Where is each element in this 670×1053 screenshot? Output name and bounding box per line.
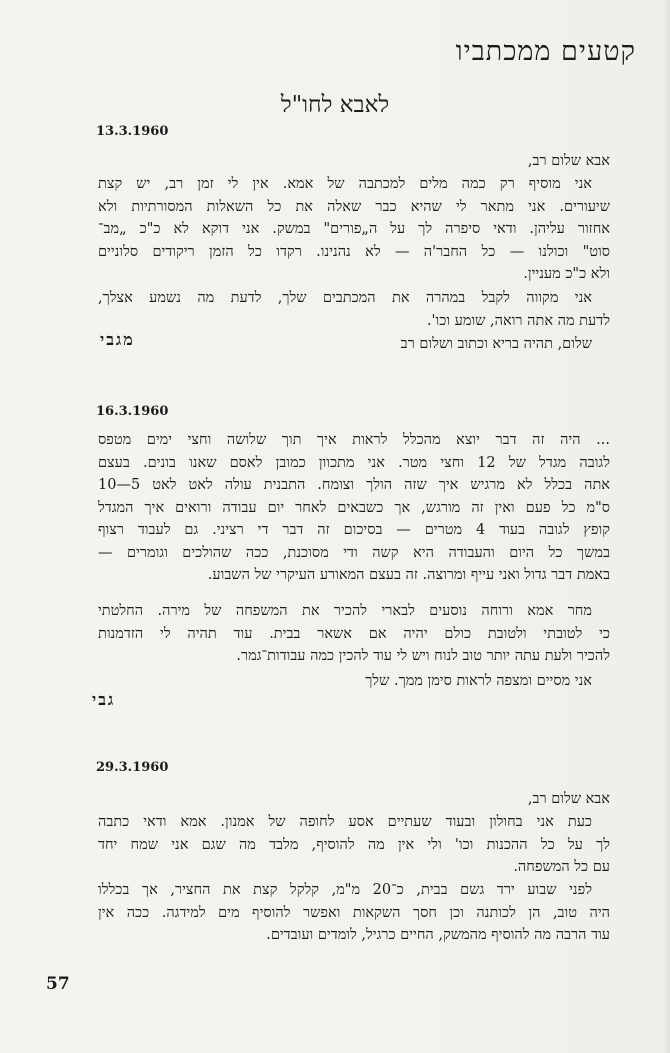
letter-date: 13.3.1960 [96,124,169,139]
text-line: להכיר ולעת עתה יותר טוב לנוח ויש לי עוד להכין כמה עבודות־גמר. [236,648,610,664]
text-line: אני מקווה לקבל במהרה את המכתבים שלך, לדעת מה נשמע אצלך, [98,290,592,306]
text-line: אני מוסיף רק כמה מלים למכתבה של אמא. אין לי זמן רב, יש קצת [98,176,592,192]
text-line: לגובה מגדל של 12 וחצי מטר. אני מתכוון כמובן לאסם שאנו בונים. בעצם [98,454,610,471]
text-line: ס"מ כל פעם ואין זה מורגש, אך כשבאים לאחר יום עבודה ורואים איך המגדל [98,499,610,516]
text-line: היה טוב, הן לכותנה וכן חסך השקאות ואפשר להוסיף מים למידגה. ככה אין [98,904,610,921]
letter-date: 29.3.1960 [96,760,169,775]
chapter-title: קטעים ממכתביו [455,36,636,67]
closing-line: שלום, תהיה בריא וכתוב ושלום רב [400,336,592,352]
letter-paragraph [98,600,610,668]
letter-paragraph [98,287,610,332]
text-line: כעת אני בחולון ובעוד שעתיים אסע לחופה של אמנון. אמא ודאי כתבה [98,814,592,830]
closing-line: אני מסיים ומצפה לראות סימן ממך. שלך [365,673,592,689]
text-line: קופץ לגובה בעוד 4 מטרים — בסיכום זה דבר די רציני. גם לעבוד רצוף [98,522,610,538]
text-line: עם כל המשפחה. [513,859,610,875]
text-line: ... היה זה דבר יוצא מהכלל לראות איך תוך שלושה וחצי ימים מטפס [98,432,610,448]
page-fold-shadow [662,0,670,1053]
letter-closing [98,670,610,693]
letter-paragraph [98,173,610,286]
text-line: עוד הרבה מה להוסיף מהמשק, החיים כרגיל, לומדים ועובדים. [266,927,610,943]
letter-paragraph [98,879,610,947]
page-number: 57 [46,974,70,994]
text-line: אתה בכלל לא מרגיש איך שזה הולך וצומח. התבנית עולה לאט לאט 5—10 [98,477,610,493]
letter-greeting [98,150,610,173]
text-line: לפני שבוע ירד גשם בבית, כ־20 מ"מ, קלקל קצת את החציר, אך בכללו [98,882,592,898]
letter-paragraph [98,811,610,879]
signature: גבי [92,690,116,709]
section-title: לאבא לחו"ל [280,92,390,118]
text-line: במשך כל היום והעבודה היא קשה ודי מסוכנת, ככה שהולכים וגומרים — [98,544,610,561]
letter-closing [98,333,592,356]
greeting-line: אבא שלום רב, [527,791,610,807]
text-line: ולא כ"כ מעניין. [523,266,610,282]
text-line: סוט" וכולנו — כל החבר'ה — לא נהנינו. רקדו כל הזמן ריקודים סלוניים [98,243,610,260]
letter-date: 16.3.1960 [96,404,169,419]
text-line: שיעורים. אני מתאר לי שהיא כבר שאלה את כל השאלות המסורתיות ולא [98,198,610,215]
greeting-line: אבא שלום רב, [527,153,610,169]
text-line: כי לטובתי ולטובת כולם יהיה אם אשאר בבית. עוד תהיה לי הזדמנות [98,625,610,642]
signature: מגבי [100,330,135,349]
letter-greeting [98,788,610,811]
text-line: אחזור עליהן. ודאי סיפרה לך על ה„פורים" במשק. אני דוקא לא כ"כ „מב־ [98,221,610,237]
text-line: באמת דבר גדול ואני עייף ומרוצה. זה בעצם המאורע העיקרי של השבוע. [207,567,610,583]
text-line: לך על כל ההכנות וכו' ולי אין מה להוסיף, מלבד מה שגם אני שמח יחד [98,836,610,853]
text-line: מחר אמא ורוחה נוסעים לבארי להכיר את המשפחה של מירה. החלטתי [98,603,592,619]
text-line: לדעת מה אתה רואה, שומע וכו'. [426,312,610,329]
letter-paragraph [98,429,610,587]
